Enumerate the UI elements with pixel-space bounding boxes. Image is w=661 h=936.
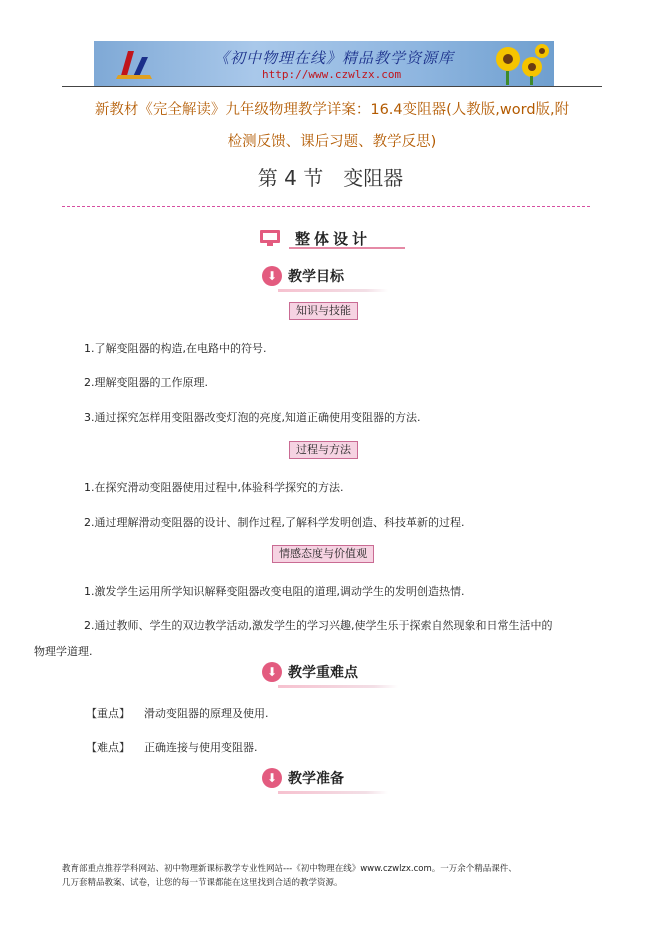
page-footer <box>62 862 602 890</box>
document-title-line1: 新教材《完全解读》九年级物理教学详案：16.4变阻器(人教版,word版,附 <box>94 102 570 118</box>
process-tag: 过程与方法 <box>289 441 358 459</box>
preparation-heading: 教学准备 <box>288 771 344 787</box>
main-heading-banner <box>259 227 407 253</box>
attitude-item-2-cont: 物理学道理. <box>34 645 93 658</box>
knowledge-item-1: 1.了解变阻器的构造,在电路中的符号. <box>84 342 267 355</box>
down-arrow-icon: ⬇ <box>262 768 282 788</box>
preparation-underline <box>278 791 388 794</box>
header-rule <box>62 86 602 87</box>
sunflower-icon <box>486 43 550 85</box>
process-item-1: 1.在探究滑动变阻器使用过程中,体验科学探究的方法. <box>84 481 344 494</box>
preparation-banner <box>262 766 390 794</box>
attitude-item-2: 2.通过教师、学生的双边教学活动,激发学生的学习兴趣,使学生乐于探索自然现象和日常生活中的 <box>84 619 553 632</box>
footer-line2: 几万套精品教案、试卷，让您的每一节课都能在这里找到合适的教学资源。 <box>62 878 343 888</box>
objectives-heading: 教学目标 <box>288 269 344 285</box>
key-label: 【重点】 <box>86 707 130 720</box>
banner-url: http://www.czwlzx.com <box>262 68 402 81</box>
attitude-item-1: 1.激发学生运用所学知识解释变阻器改变电阻的道理,调动学生的发明创造热情. <box>84 585 465 598</box>
monitor-icon <box>259 229 281 247</box>
difficult-label-text: 难点 <box>97 741 119 754</box>
section-heading: 第 4 节 变阻器 <box>257 166 404 190</box>
site-logo-icon <box>112 45 156 83</box>
knowledge-item-3: 3.通过探究怎样用变阻器改变灯泡的亮度,知道正确使用变阻器的方法. <box>84 411 421 424</box>
key-points-underline <box>278 685 398 688</box>
footer-line1: 教育部重点推荐学科网站、初中物理新课标教学专业性网站---《初中物理在线》www.czwlzx.com。一万余个精品课件、 <box>62 864 517 874</box>
knowledge-item-2: 2.理解变阻器的工作原理. <box>84 376 208 389</box>
difficult-text: 正确连接与使用变阻器. <box>144 741 258 754</box>
down-arrow-icon: ⬇ <box>262 266 282 286</box>
difficult-label: 【难点】 <box>86 741 130 754</box>
main-heading: 整体设计 <box>295 230 372 248</box>
process-item-2: 2.通过理解滑动变阻器的设计、制作过程,了解科学发明创造、科技革新的过程. <box>84 516 465 529</box>
key-label-text: 重点 <box>97 707 119 720</box>
objectives-banner <box>262 264 390 292</box>
document-title-line2: 检测反馈、课后习题、教学反思) <box>227 134 437 150</box>
key-text: 滑动变阻器的原理及使用. <box>144 707 269 720</box>
key-points-banner <box>262 660 402 688</box>
dashed-divider <box>62 206 590 207</box>
site-banner <box>94 41 554 86</box>
knowledge-tag: 知识与技能 <box>289 302 358 320</box>
banner-title: 《初中物理在线》精品教学资源库 <box>214 49 455 67</box>
objectives-underline <box>278 289 388 292</box>
attitude-tag: 情感态度与价值观 <box>272 545 374 563</box>
down-arrow-icon: ⬇ <box>262 662 282 682</box>
key-points-heading: 教学重难点 <box>288 665 358 681</box>
